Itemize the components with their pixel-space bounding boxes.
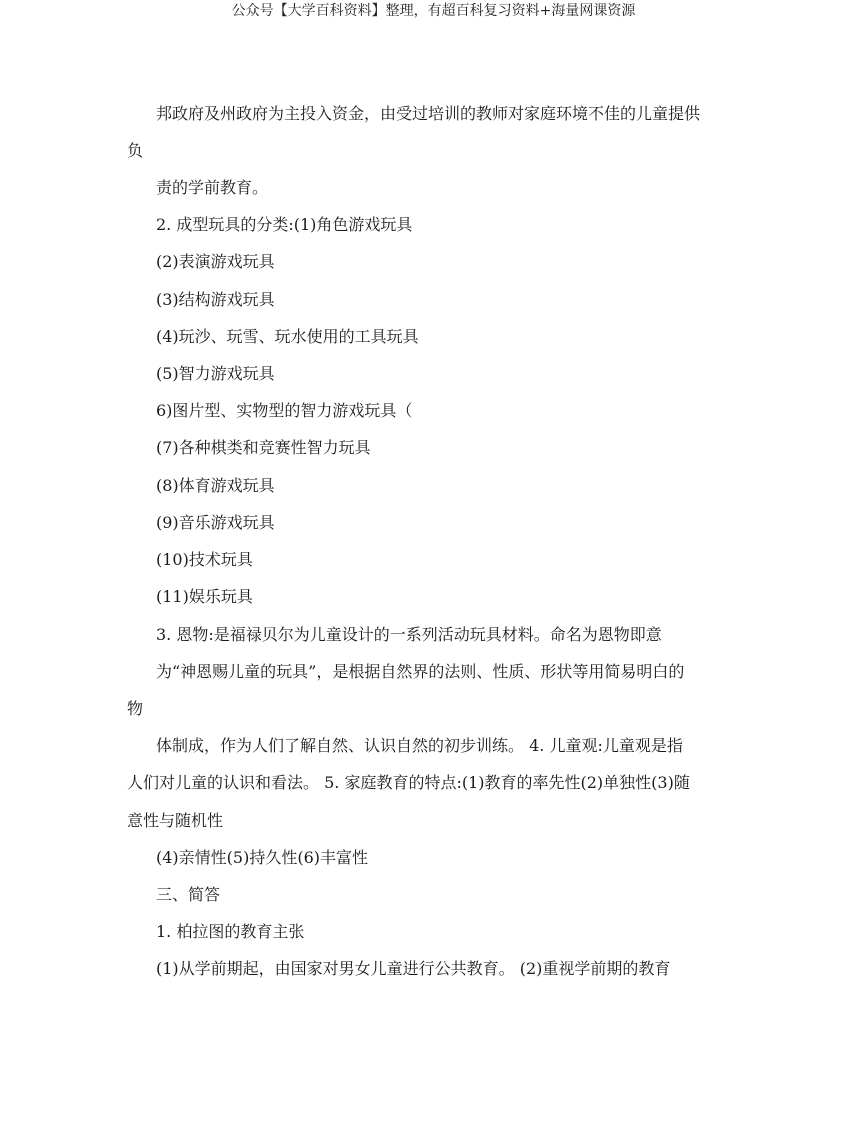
section-heading: 三、简答 — [156, 885, 221, 904]
text-line: 2. 成型玩具的分类:(1)角色游戏玩具 — [156, 215, 413, 234]
text-line: 1. 柏拉图的教育主张 — [156, 922, 305, 941]
text-line: (3)结构游戏玩具 — [156, 290, 275, 309]
text-line: (11)娱乐玩具 — [156, 587, 253, 606]
text-line: 为“神恩赐儿童的玩具”，是根据自然界的法则、性质、形状等用简易明白的 — [156, 662, 685, 681]
text-line: 3. 恩物:是福禄贝尔为儿童设计的一系列活动玩具材料。命名为恩物即意 — [156, 625, 662, 644]
text-line: (2)表演游戏玩具 — [156, 252, 275, 271]
text-line: 邦政府及州政府为主投入资金，由受过培训的教师对家庭环境不佳的儿童提供 — [156, 104, 701, 123]
text-line: 负 — [127, 141, 144, 160]
page-header: 公众号【大学百科资料】整理，有超百科复习资料+海量网课资源 — [231, 3, 636, 19]
text-line: (8)体育游戏玩具 — [156, 476, 275, 495]
text-line: (10)技术玩具 — [156, 550, 253, 569]
text-line: 责的学前教育。 — [156, 178, 269, 197]
text-line: (5)智力游戏玩具 — [156, 364, 275, 383]
text-line: (1)从学前期起，由国家对男女儿童进行公共教育。 (2)重视学前期的教育 — [156, 959, 671, 978]
text-line: 物 — [127, 699, 144, 718]
text-line: 意性与随机性 — [127, 811, 224, 830]
text-line: 人们对儿童的认识和看法。 5. 家庭教育的特点:(1)教育的率先性(2)单独性(3)随 — [127, 773, 690, 792]
text-line: (4)玩沙、玩雪、玩水使用的工具玩具 — [156, 327, 419, 346]
text-line: 体制成，作为人们了解自然、认识自然的初步训练。 4. 儿童观:儿童观是指 — [156, 736, 683, 755]
text-line: (7)各种棋类和竞赛性智力玩具 — [156, 438, 371, 457]
text-line: 6)图片型、实物型的智力游戏玩具（ — [156, 401, 413, 420]
text-line: (4)亲情性(5)持久性(6)丰富性 — [156, 848, 368, 867]
text-line: (9)音乐游戏玩具 — [156, 513, 275, 532]
